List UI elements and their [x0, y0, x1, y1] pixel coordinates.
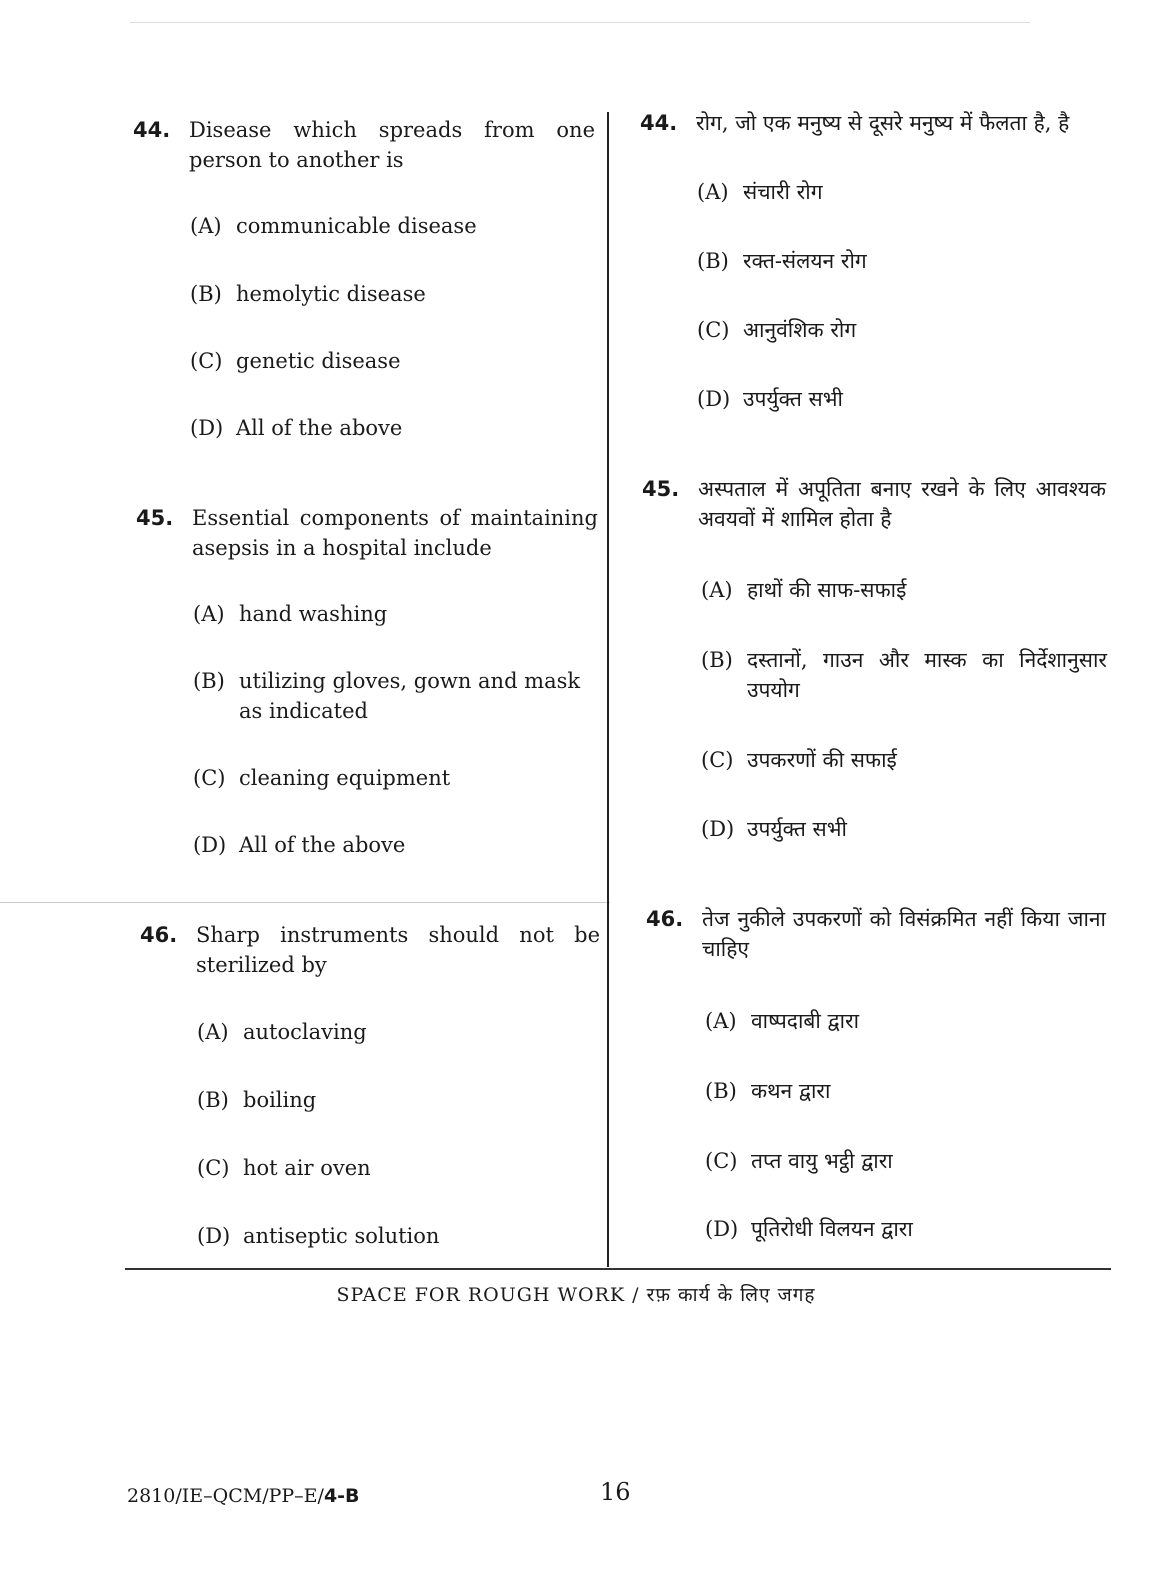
question-text: Sharp instruments should not be sterilized by — [196, 923, 600, 977]
option-text: संचारी रोग — [743, 180, 823, 204]
option-label: (B) — [193, 669, 225, 693]
option-label: (B) — [701, 648, 733, 672]
question-text: रोग, जो एक मनुष्य से दूसरे मनुष्य में फैलता है, है — [696, 111, 1070, 135]
page-number: 16 — [600, 1478, 631, 1506]
option-text: उपर्युक्त सभी — [747, 817, 847, 841]
question-number: 44. — [133, 118, 171, 142]
option-label: (A) — [705, 1009, 737, 1033]
question-number: 45. — [642, 477, 680, 501]
booklet-code — [127, 1485, 360, 1507]
scan-artifact-line — [130, 22, 1030, 23]
option-text: All of the above — [236, 416, 403, 440]
option-text: cleaning equipment — [239, 766, 451, 790]
scan-artifact-line — [0, 902, 610, 903]
option-label: (C) — [197, 1156, 230, 1180]
question-text: अस्पताल में अपूतिता बनाए रखने के लिए आवश्यक अवयवों में शामिल होता है — [698, 477, 1106, 531]
option-text: utilizing gloves, gown and mask as indicated — [239, 669, 581, 723]
option-label: (B) — [197, 1088, 229, 1112]
option-label: (D) — [197, 1224, 231, 1248]
option-text: boiling — [243, 1088, 317, 1112]
option-text: hand washing — [239, 602, 388, 626]
option-label: (B) — [705, 1079, 737, 1103]
option-text: genetic disease — [236, 349, 401, 373]
question-text: Disease which spreads from one person to another is — [189, 118, 595, 172]
option-text: पूतिरोधी विलयन द्वारा — [751, 1217, 913, 1241]
option-label: (D) — [697, 387, 731, 411]
rough-work-label: SPACE FOR ROUGH WORK / रफ़ कार्य के लिए जगह — [336, 1284, 816, 1306]
option-label: (A) — [190, 214, 222, 238]
option-text: All of the above — [239, 833, 406, 857]
option-label: (D) — [705, 1217, 739, 1241]
option-text: communicable disease — [236, 214, 477, 238]
option-label: (C) — [193, 766, 226, 790]
booklet-series: 4-B — [323, 1485, 360, 1507]
option-text: उपर्युक्त सभी — [743, 387, 843, 411]
question-text: Essential components of maintaining asepsis in a hospital include — [192, 506, 598, 560]
option-text: रक्त-संलयन रोग — [743, 249, 867, 273]
bottom-rule — [125, 1268, 1111, 1270]
option-text: antiseptic solution — [243, 1224, 440, 1248]
option-label: (B) — [190, 282, 222, 306]
option-label: (A) — [697, 180, 729, 204]
question-number: 45. — [136, 506, 174, 530]
option-text: हाथों की साफ-सफाई — [747, 578, 907, 602]
option-label: (C) — [705, 1149, 738, 1173]
column-divider — [607, 112, 609, 1267]
option-label: (A) — [193, 602, 225, 626]
option-text: उपकरणों की सफाई — [747, 748, 897, 772]
option-label: (D) — [701, 817, 735, 841]
option-text: hot air oven — [243, 1156, 371, 1180]
option-text: कथन द्वारा — [751, 1079, 831, 1103]
option-text: आनुवंशिक रोग — [743, 318, 857, 342]
option-text: वाष्पदाबी द्वारा — [751, 1009, 860, 1033]
question-number: 44. — [640, 111, 678, 135]
option-text: autoclaving — [243, 1020, 367, 1044]
option-text: तप्त वायु भट्ठी द्वारा — [751, 1149, 893, 1173]
option-label: (C) — [697, 318, 730, 342]
option-label: (B) — [697, 249, 729, 273]
option-label: (D) — [190, 416, 224, 440]
booklet-code-prefix: 2810/IE–QCM/PP–E/ — [127, 1485, 324, 1507]
option-label: (D) — [193, 833, 227, 857]
option-label: (C) — [701, 748, 734, 772]
question-text: तेज नुकीले उपकरणों को विसंक्रमित नहीं किया जाना चाहिए — [702, 907, 1106, 961]
option-text: hemolytic disease — [236, 282, 426, 306]
option-label: (A) — [197, 1020, 229, 1044]
option-label: (C) — [190, 349, 223, 373]
question-number: 46. — [646, 907, 684, 931]
option-label: (A) — [701, 578, 733, 602]
question-number: 46. — [140, 923, 178, 947]
option-text: दस्तानों, गाउन और मास्क का निर्देशानुसार उपयोग — [747, 648, 1107, 702]
